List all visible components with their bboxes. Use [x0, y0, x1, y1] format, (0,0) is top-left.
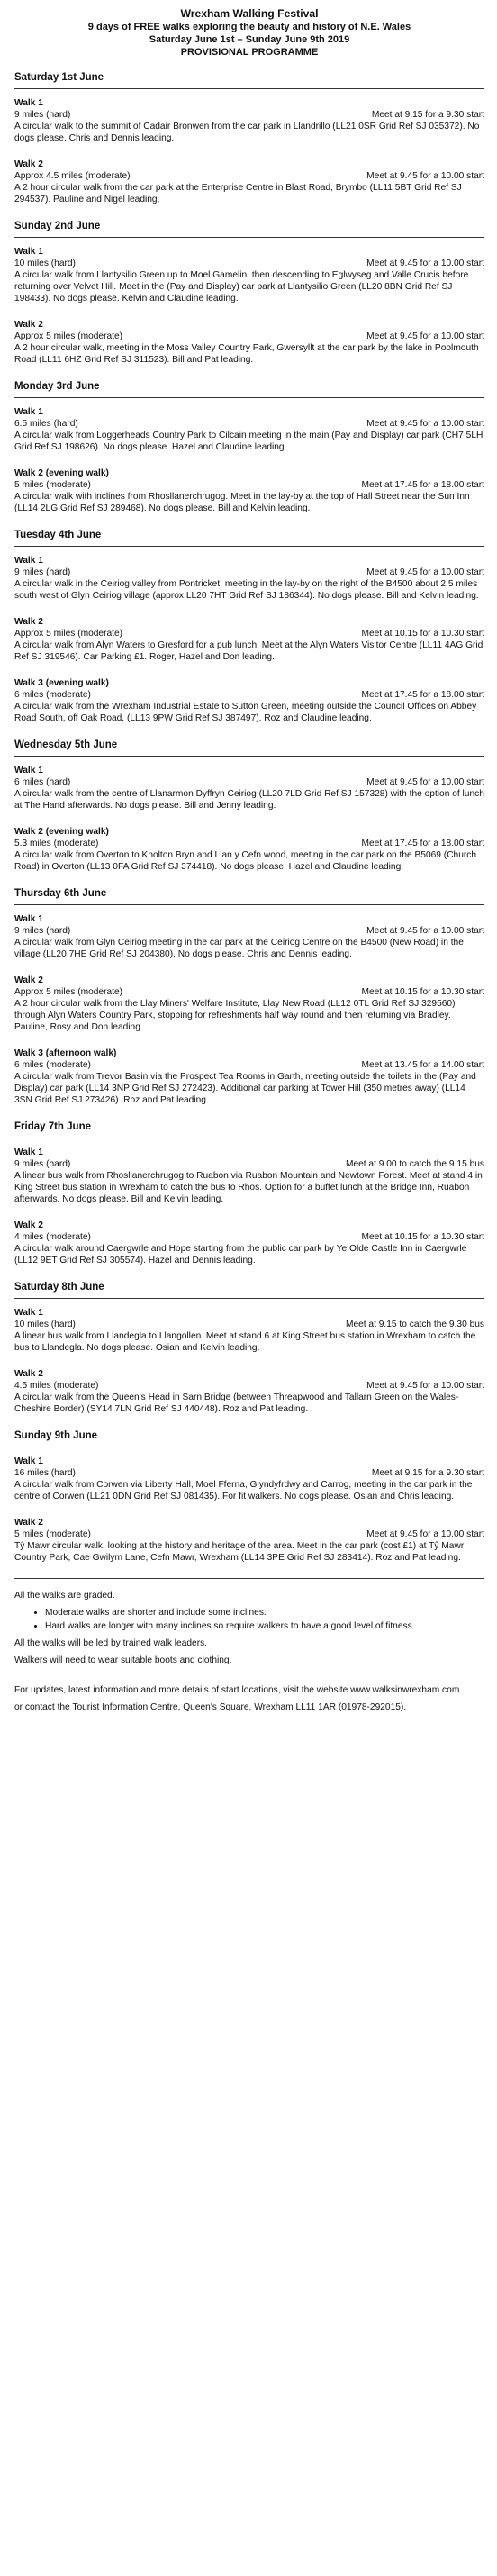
walk-entry [14, 246, 484, 304]
walk-description: A circular walk to the summit of Cadair Bronwen from the car park in Llandrillo (LL21 0SR Grid Ref SJ 035372). No dogs please. Chris and Dennis leading. [14, 122, 480, 143]
grade-item-hard: • Hard walks are longer with many inclines so require walkers to have a good level of fitness. [45, 1620, 484, 1632]
day-heading: Monday 3rd June [14, 380, 484, 398]
walk-title: Walk 2 [14, 159, 43, 169]
walk-details-line [14, 628, 484, 639]
walk-title: Walk 1 [14, 556, 43, 566]
walk-entry [14, 467, 484, 514]
day-heading: Saturday 8th June [14, 1281, 484, 1299]
walk-meet-time: Meet at 9.45 for a 10.00 start [366, 171, 484, 181]
walk-title: Walk 2 (evening walk) [14, 468, 109, 478]
walk-grade: 5 miles (moderate) [14, 480, 91, 490]
walk-entry [14, 1456, 484, 1502]
walk-title: Walk 1 [14, 98, 43, 108]
walk-title: Walk 1 [14, 1308, 43, 1318]
walk-meet-time: Meet at 9.45 for a 10.00 start [366, 331, 484, 341]
walk-title: Walk 1 [14, 1456, 43, 1466]
walk-title: Walk 2 [14, 320, 43, 330]
walk-title: Walk 2 [14, 1518, 43, 1528]
walk-entry [14, 975, 484, 1033]
walk-grade: 9 miles (hard) [14, 926, 71, 936]
walk-details-line [14, 1158, 484, 1170]
walk-meet-time: Meet at 10.15 for a 10.30 start [361, 987, 484, 997]
day-section [14, 1281, 484, 1415]
day-section [14, 71, 484, 205]
walk-grade: 5.3 miles (moderate) [14, 839, 99, 848]
walk-description: A circular walk from Loggerheads Country Park to Cilcain meeting in the main (Pay and Display) car park (CH7 5LH Grid Ref SJ 198626). No dogs please. Hazel and Claudine leading. [14, 431, 483, 452]
walk-meet-time: Meet at 9.45 for a 10.00 start [366, 259, 484, 268]
walk-description: A circular walk from the centre of Llanarmon Dyffryn Ceiriog (LL20 7LD Grid Ref SJ 157328) with the option of lunch at The Hand afterwards. No dogs please. Bill and Jenny leading. [14, 789, 484, 811]
walk-details-line [14, 1231, 484, 1243]
walk-meet-time: Meet at 9.45 for a 10.00 start [366, 567, 484, 577]
walk-meet-time: Meet at 9.45 for a 10.00 start [366, 777, 484, 787]
walk-description: A circular walk around Caergwrle and Hope starting from the public car park by Ye Olde Castle Inn in Caergwrle (LL12 9ET Grid Ref SJ 305574). Hazel and Dennis leading. [14, 1244, 467, 1265]
walk-description: A circular walk from Trevor Basin via the Prospect Tea Rooms in Garth, meeting outside the toilets in the (Pay and Display) car park (LL14 3NP Grid Ref SJ 272423). Additional car parking at Tower Hill (350 metres away) (LL14 3SN Grid Ref SJ 273426). Roz and Pat leading. [14, 1072, 476, 1105]
walk-description: A circular walk from the Queen's Head in Sarn Bridge (between Threapwood and Tallarn Green on the Wales-Cheshire Border) (SY14 7LN Grid Ref SJ 440448). Roz and Pat leading. [14, 1392, 459, 1414]
walk-entry [14, 1517, 484, 1564]
walk-grade: 9 miles (hard) [14, 567, 71, 577]
walk-description: A circular walk from Alyn Waters to Gresford for a pub lunch. Meet at the Alyn Waters Visitor Centre (LL11 4AG Grid Ref SJ 319546). Car Parking £1. Roger, Hazel and Don leading. [14, 640, 483, 662]
walk-description: A circular walk from Llantysilio Green up to Moel Gamelin, then descending to Eglwyseg and Valle Crucis before returning over Velvet Hill. Meet in the (Pay and Display) car park at Llantysilio Green (LL20 8BN Grid Ref SJ 198433). No dogs please. Kelvin and Claudine leading. [14, 270, 469, 304]
walk-meet-time: Meet at 9.45 for a 10.00 start [366, 1381, 484, 1391]
walk-grade: 10 miles (hard) [14, 1320, 76, 1329]
walk-meet-time: Meet at 9.15 to catch the 9.30 bus [345, 1320, 484, 1329]
walk-entry [14, 765, 484, 812]
walk-title: Walk 2 [14, 617, 43, 627]
walk-meet-time: Meet at 9.45 for a 10.00 start [366, 419, 484, 429]
walk-title: Walk 2 [14, 1369, 43, 1379]
walk-description: A linear bus walk from Llandegla to Llangollen. Meet at stand 6 at King Street bus station in Wrexham to catch the bus to Llandegla. No dogs please. Osian and Kelvin leading. [14, 1331, 476, 1353]
walk-title: Walk 1 [14, 407, 43, 417]
walk-description: A linear bus walk from Rhosllanerchrugog to Ruabon via Ruabon Mountain and Newtown Forest. Meet at stand 4 in King Street bus station in Wrexham to catch the bus to Rhos. Option for a buffet lunch at the Bridge Inn, Ruabon afterwards. No dogs please. Bill and Kelvin leading. [14, 1171, 483, 1204]
walk-details-line [14, 170, 484, 182]
walk-details-line [14, 925, 484, 937]
walk-description: A 2 hour circular walk from the car park at the Enterprise Centre in Blast Road, Brymbo (LL11 5BT Grid Ref SJ 294537). Pauline and Nigel leading. [14, 183, 462, 204]
walk-grade: 6.5 miles (hard) [14, 419, 78, 429]
updates-note: For updates, latest information and more details of start locations, visit the website www.walksinwrexham.com [14, 1685, 460, 1695]
day-section [14, 380, 484, 514]
walk-meet-time: Meet at 10.15 for a 10.30 start [361, 1232, 484, 1242]
walk-entry [14, 1220, 484, 1266]
walk-entry [14, 406, 484, 453]
grade-list [14, 1607, 484, 1632]
day-heading: Sunday 2nd June [14, 220, 484, 238]
walk-grade: Approx 5 miles (moderate) [14, 331, 123, 341]
walk-entry [14, 616, 484, 663]
leaders-note: All the walks will be led by trained walk leaders. [14, 1638, 208, 1648]
day-section [14, 1429, 484, 1564]
walk-entry [14, 913, 484, 960]
walk-details-line [14, 1059, 484, 1071]
walk-entry [14, 677, 484, 724]
walk-details-line [14, 1380, 484, 1392]
day-heading: Sunday 9th June [14, 1429, 484, 1447]
walk-grade: 6 miles (moderate) [14, 690, 91, 700]
walk-details-line [14, 1528, 484, 1540]
days-list [14, 71, 484, 1564]
walk-title: Walk 1 [14, 766, 43, 776]
walk-grade: 6 miles (hard) [14, 777, 71, 787]
walk-entry [14, 1147, 484, 1205]
festival-title: Wrexham Walking Festival [180, 7, 319, 20]
walk-grade: 9 miles (hard) [14, 110, 71, 120]
day-heading: Wednesday 5th June [14, 739, 484, 757]
walk-entry [14, 159, 484, 205]
day-heading: Friday 7th June [14, 1120, 484, 1138]
walk-meet-time: Meet at 17.45 for a 18.00 start [361, 839, 484, 848]
walk-meet-time: Meet at 13.45 for a 14.00 start [361, 1060, 484, 1070]
walk-meet-time: Meet at 9.45 for a 10.00 start [366, 1529, 484, 1539]
walk-grade: 6 miles (moderate) [14, 1060, 91, 1070]
walk-title: Walk 3 (afternoon walk) [14, 1048, 117, 1058]
walk-details-line [14, 1319, 484, 1330]
graded-note: All the walks are graded. [14, 1591, 115, 1601]
walk-entry [14, 826, 484, 873]
walk-entry [14, 319, 484, 366]
day-section [14, 220, 484, 366]
walk-description: A circular walk from Glyn Ceiriog meeting in the car park at the Ceiriog Centre on the B4500 (New Road) in the village (LL20 7HE Grid Ref SJ 204380). No dogs please. Chris and Dennis leading. [14, 938, 464, 959]
walk-details-line [14, 776, 484, 788]
walk-grade: 5 miles (moderate) [14, 1529, 91, 1539]
walk-entry [14, 97, 484, 144]
walk-details-line [14, 258, 484, 269]
walk-description: A circular walk with inclines from Rhosllanerchrugog. Meet in the lay-by at the top of Hall Street near the Sun Inn (LL14 2LG Grid Ref SJ 289468). No dogs please. Bill and Kelvin leading. [14, 492, 470, 513]
day-heading: Tuesday 4th June [14, 529, 484, 547]
walk-details-line [14, 838, 484, 849]
festival-dates: Saturday June 1st – Sunday June 9th 2019 [149, 34, 350, 45]
walk-meet-time: Meet at 9.45 for a 10.00 start [366, 926, 484, 936]
walk-grade: 4 miles (moderate) [14, 1232, 91, 1242]
festival-subtitle: 9 days of FREE walks exploring the beauty and history of N.E. Wales [87, 22, 411, 32]
walk-description: A circular walk in the Ceiriog valley from Pontricket, meeting in the lay-by on the right of the B4500 about 2.5 miles south west of Glyn Ceiriog village (approx LL20 7HT Grid Ref SJ 186344). No dogs please. Bill and Kelvin leading. [14, 579, 479, 601]
walk-details-line [14, 1467, 484, 1479]
footer-notes [14, 1578, 484, 1713]
walk-title: Walk 1 [14, 914, 43, 924]
walk-meet-time: Meet at 17.45 for a 18.00 start [361, 480, 484, 490]
day-heading: Saturday 1st June [14, 71, 484, 89]
day-section [14, 1120, 484, 1266]
walk-details-line [14, 689, 484, 701]
walk-meet-time: Meet at 9.15 for a 9.30 start [371, 1468, 484, 1478]
walk-title: Walk 2 (evening walk) [14, 827, 109, 837]
walk-entry [14, 1048, 484, 1106]
walk-description: A circular walk from Overton to Knolton Bryn and Llan y Cefn wood, meeting in the car park on the B5069 (Church Road) in Overton (LL13 0FA Grid Ref SJ 374418). No dogs please. Hazel and Claudine leading. [14, 850, 477, 872]
day-section [14, 739, 484, 873]
walk-description: A circular walk from Corwen via Liberty Hall, Moel Fferna, Glyndyfrdwy and Carrog, meeting in the car park in the centre of Corwen (LL21 0DN Grid Ref SJ 081435). For fit walkers. No dogs please. Osian and Chris leading. [14, 1480, 473, 1501]
boots-note: Walkers will need to wear suitable boots and clothing. [14, 1655, 232, 1665]
walk-meet-time: Meet at 10.15 for a 10.30 start [361, 629, 484, 639]
contact-note: or contact the Tourist Information Centre, Queen's Square, Wrexham LL11 1AR (01978-292015). [14, 1702, 407, 1712]
walk-entry [14, 1307, 484, 1354]
programme-label: PROVISIONAL PROGRAMME [180, 47, 319, 58]
walk-entry [14, 555, 484, 602]
grade-item-moderate: • Moderate walks are shorter and include some inclines. [45, 1607, 484, 1619]
day-heading: Thursday 6th June [14, 887, 484, 905]
walk-details-line [14, 986, 484, 998]
day-section [14, 887, 484, 1106]
walk-grade: Approx 4.5 miles (moderate) [14, 171, 131, 181]
walk-description: A circular walk from the Wrexham Industrial Estate to Sutton Green, meeting outside the Council Offices on Abbey Road South, off Oak Road. (LL13 9PW Grid Ref SJ 387497). Roz and Claudine leading. [14, 702, 477, 723]
walk-meet-time: Meet at 9.15 for a 9.30 start [371, 110, 484, 120]
walk-grade: Approx 5 miles (moderate) [14, 629, 123, 639]
walk-meet-time: Meet at 17.45 for a 18.00 start [361, 690, 484, 700]
walk-grade: Approx 5 miles (moderate) [14, 987, 123, 997]
walk-details-line [14, 479, 484, 491]
walk-grade: 9 miles (hard) [14, 1159, 71, 1169]
walk-title: Walk 3 (evening walk) [14, 678, 109, 688]
walk-details-line [14, 331, 484, 342]
walk-entry [14, 1368, 484, 1415]
walk-grade: 4.5 miles (moderate) [14, 1381, 99, 1391]
walk-description: A 2 hour circular walk from the Llay Miners' Welfare Institute, Llay New Road (LL12 0TL Grid Ref SJ 329560) through Alyn Waters Country Park, stopping for refreshments half way round and then returning via Bradley. Pauline, Rosy and Don leading. [14, 999, 456, 1032]
walk-title: Walk 1 [14, 1147, 43, 1157]
walk-title: Walk 2 [14, 975, 43, 985]
walk-title: Walk 1 [14, 247, 43, 257]
walk-description: A 2 hour circular walk, meeting in the Moss Valley Country Park, Gwersyllt at the car park by the lake in Poolmouth Road (LL11 6HZ Grid Ref SJ 311523). Bill and Pat leading. [14, 343, 479, 365]
day-section [14, 529, 484, 724]
walk-details-line [14, 418, 484, 430]
document-header [14, 7, 484, 59]
walk-description: Tŷ Mawr circular walk, looking at the history and heritage of the area. Meet in the car park (cost £1) at Tŷ Mawr Country Park, Cae Gwilym Lane, Cefn Mawr, Wrexham (LL14 3PE Grid Ref SJ 283414). Roz and Pat leading. [14, 1541, 465, 1563]
walk-details-line [14, 567, 484, 578]
walk-title: Walk 2 [14, 1220, 43, 1230]
walk-meet-time: Meet at 9.00 to catch the 9.15 bus [345, 1159, 484, 1169]
walk-grade: 10 miles (hard) [14, 259, 76, 268]
walk-grade: 16 miles (hard) [14, 1468, 76, 1478]
walk-details-line [14, 109, 484, 121]
